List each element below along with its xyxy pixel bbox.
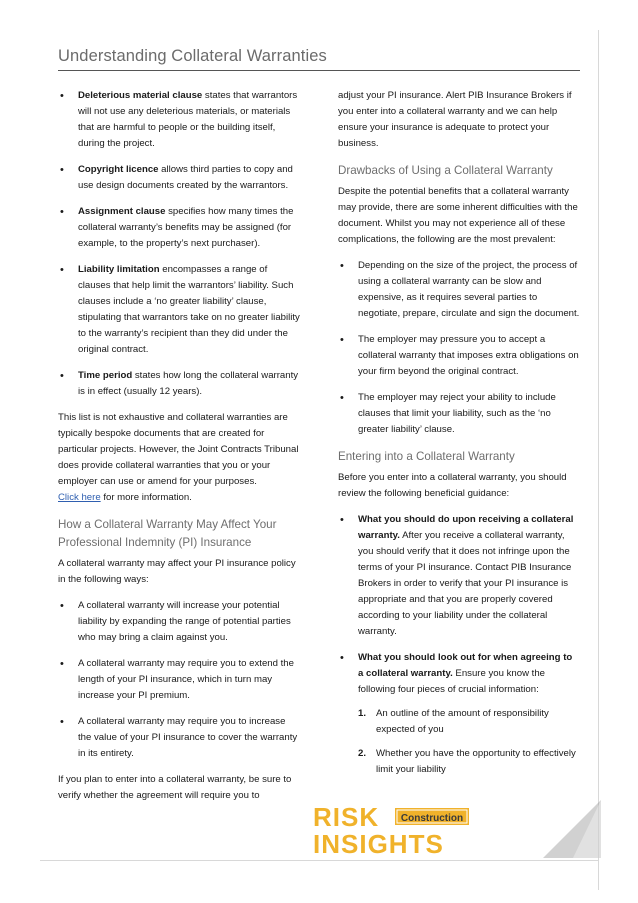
risk-insights-logo: [311, 800, 601, 858]
list-item: • Depending on the size of the project, the process of using a collateral warranty can be slow and expensive, as it requires several parties to negotiate, prepare, circulate and sign the document.: [338, 258, 580, 322]
entering-intro: Before you enter into a collateral warranty, you should review the following beneficial guidance:: [338, 472, 567, 499]
page-title: Understanding Collateral Warranties: [58, 47, 327, 65]
clause-text: states that warrantors will not use any deleterious materials, or materials that are harmful to people or the building itself, during the project.: [78, 90, 298, 149]
title-divider: [58, 70, 580, 71]
list-item: • A collateral warranty may require you to extend the length of your PI insurance, which in turn may increase your PI premium.: [58, 656, 300, 704]
crucial-info-list: [358, 706, 580, 778]
guidance-text: Ensure you know the following four pieces of crucial information:: [358, 668, 546, 695]
logo-risk-text: RISK: [313, 802, 380, 832]
continuation-paragraph: adjust your PI insurance. Alert PIB Insurance Brokers if you enter into a collateral warranty and we can help ensure your insurance is adequate to protect your business.: [338, 90, 572, 149]
clause-term: Copyright licence: [78, 164, 159, 175]
drawbacks-list: [338, 258, 580, 438]
guidance-term: What you should look out for when agreeing to a collateral warranty.: [358, 652, 573, 679]
drawbacks-intro: Despite the potential benefits that a collateral warranty may provide, there are some inherent difficulties with the document. Whilst you may not experience all of these complications, the following are the most prevalent:: [338, 186, 578, 245]
guidance-term: What you should do upon receiving a collateral warranty.: [358, 514, 574, 541]
clause-text: specifies how many times the collateral warranty’s benefits may be assigned (for example, to the property’s next purchaser).: [78, 206, 294, 249]
clause-text: encompasses a range of clauses that help limit the warrantors’ liability. Such clauses include a ‘no greater liability’ clause, stipulating that warrantors take on no greater liability to the warranty’s recipient than they did under the original contract.: [78, 264, 300, 355]
page-border-right: [598, 30, 599, 890]
section-heading-pi: How a Collateral Warranty May Affect Your Professional Indemnity (PI) Insurance: [58, 518, 277, 549]
clause-text: allows third parties to copy and use design documents created by the warrantors.: [78, 164, 293, 191]
right-column: [338, 88, 580, 788]
list-item: [58, 368, 300, 400]
list-item: • A collateral warranty will increase your potential liability by expanding the range of potential parties who may bring a claim against you.: [58, 598, 300, 646]
pi-effects-list: [58, 598, 300, 762]
left-column: [58, 88, 300, 814]
clause-list: [58, 88, 300, 400]
logo-construction-text: Construction: [400, 813, 464, 824]
numbered-item: [358, 746, 580, 778]
list-item: [58, 262, 300, 358]
section-heading-entering: Entering into a Collateral Warranty: [338, 450, 515, 463]
item-text: Whether you have the opportunity to effectively limit your liability: [376, 748, 576, 775]
item-number: 2.: [358, 748, 367, 759]
list-item: [338, 650, 580, 778]
list-item: [58, 204, 300, 252]
guidance-list: [338, 512, 580, 778]
clause-term: Assignment clause: [78, 206, 166, 217]
page-border-bottom: [40, 860, 599, 861]
list-item: [58, 88, 300, 152]
pi-intro: A collateral warranty may affect your PI insurance policy in the following ways:: [58, 558, 296, 585]
clause-term: Time period: [78, 370, 133, 381]
list-item: • The employer may pressure you to accept a collateral warranty that imposes extra obligations on your firm beyond the original contract.: [338, 332, 580, 380]
more-info-link[interactable]: Click here: [58, 492, 101, 503]
numbered-item: [358, 706, 580, 738]
item-text: An outline of the amount of responsibility expected of you: [376, 708, 549, 735]
clause-text: states how long the collateral warranty is in effect (usually 12 years).: [78, 370, 299, 397]
list-note: [58, 410, 300, 506]
clause-term: Deleterious material clause: [78, 90, 203, 101]
list-item: • A collateral warranty may require you to increase the value of your PI insurance to cover the warranty in its entirety.: [58, 714, 300, 762]
logo-insights-text: INSIGHTS: [313, 829, 444, 858]
list-item: [58, 162, 300, 194]
list-item: • The employer may reject your ability to include clauses that limit your liability, such as the ‘no greater liability’ clause.: [338, 390, 580, 438]
pi-closing: If you plan to enter into a collateral warranty, be sure to verify whether the agreement will require you to: [58, 774, 292, 801]
item-number: 1.: [358, 708, 367, 719]
section-heading-drawbacks: Drawbacks of Using a Collateral Warranty: [338, 164, 553, 177]
clause-term: Liability limitation: [78, 264, 160, 275]
link-suffix: for more information.: [100, 492, 192, 503]
list-item: [338, 512, 580, 640]
guidance-text: After you receive a collateral warranty, you should verify that it does not infringe upon the terms of your PI insurance. Contact PIB Insurance Brokers in order to verify that your PI insurance is appropriate and that you are properly covered according to your liability under the collateral warranty.: [358, 530, 572, 637]
list-note-text: This list is not exhaustive and collateral warranties are typically bespoke documents that are created for particular projects. However, the Joint Contracts Tribunal does provide collateral warranties that you or your employer can use or amend for your purposes.: [58, 412, 299, 487]
